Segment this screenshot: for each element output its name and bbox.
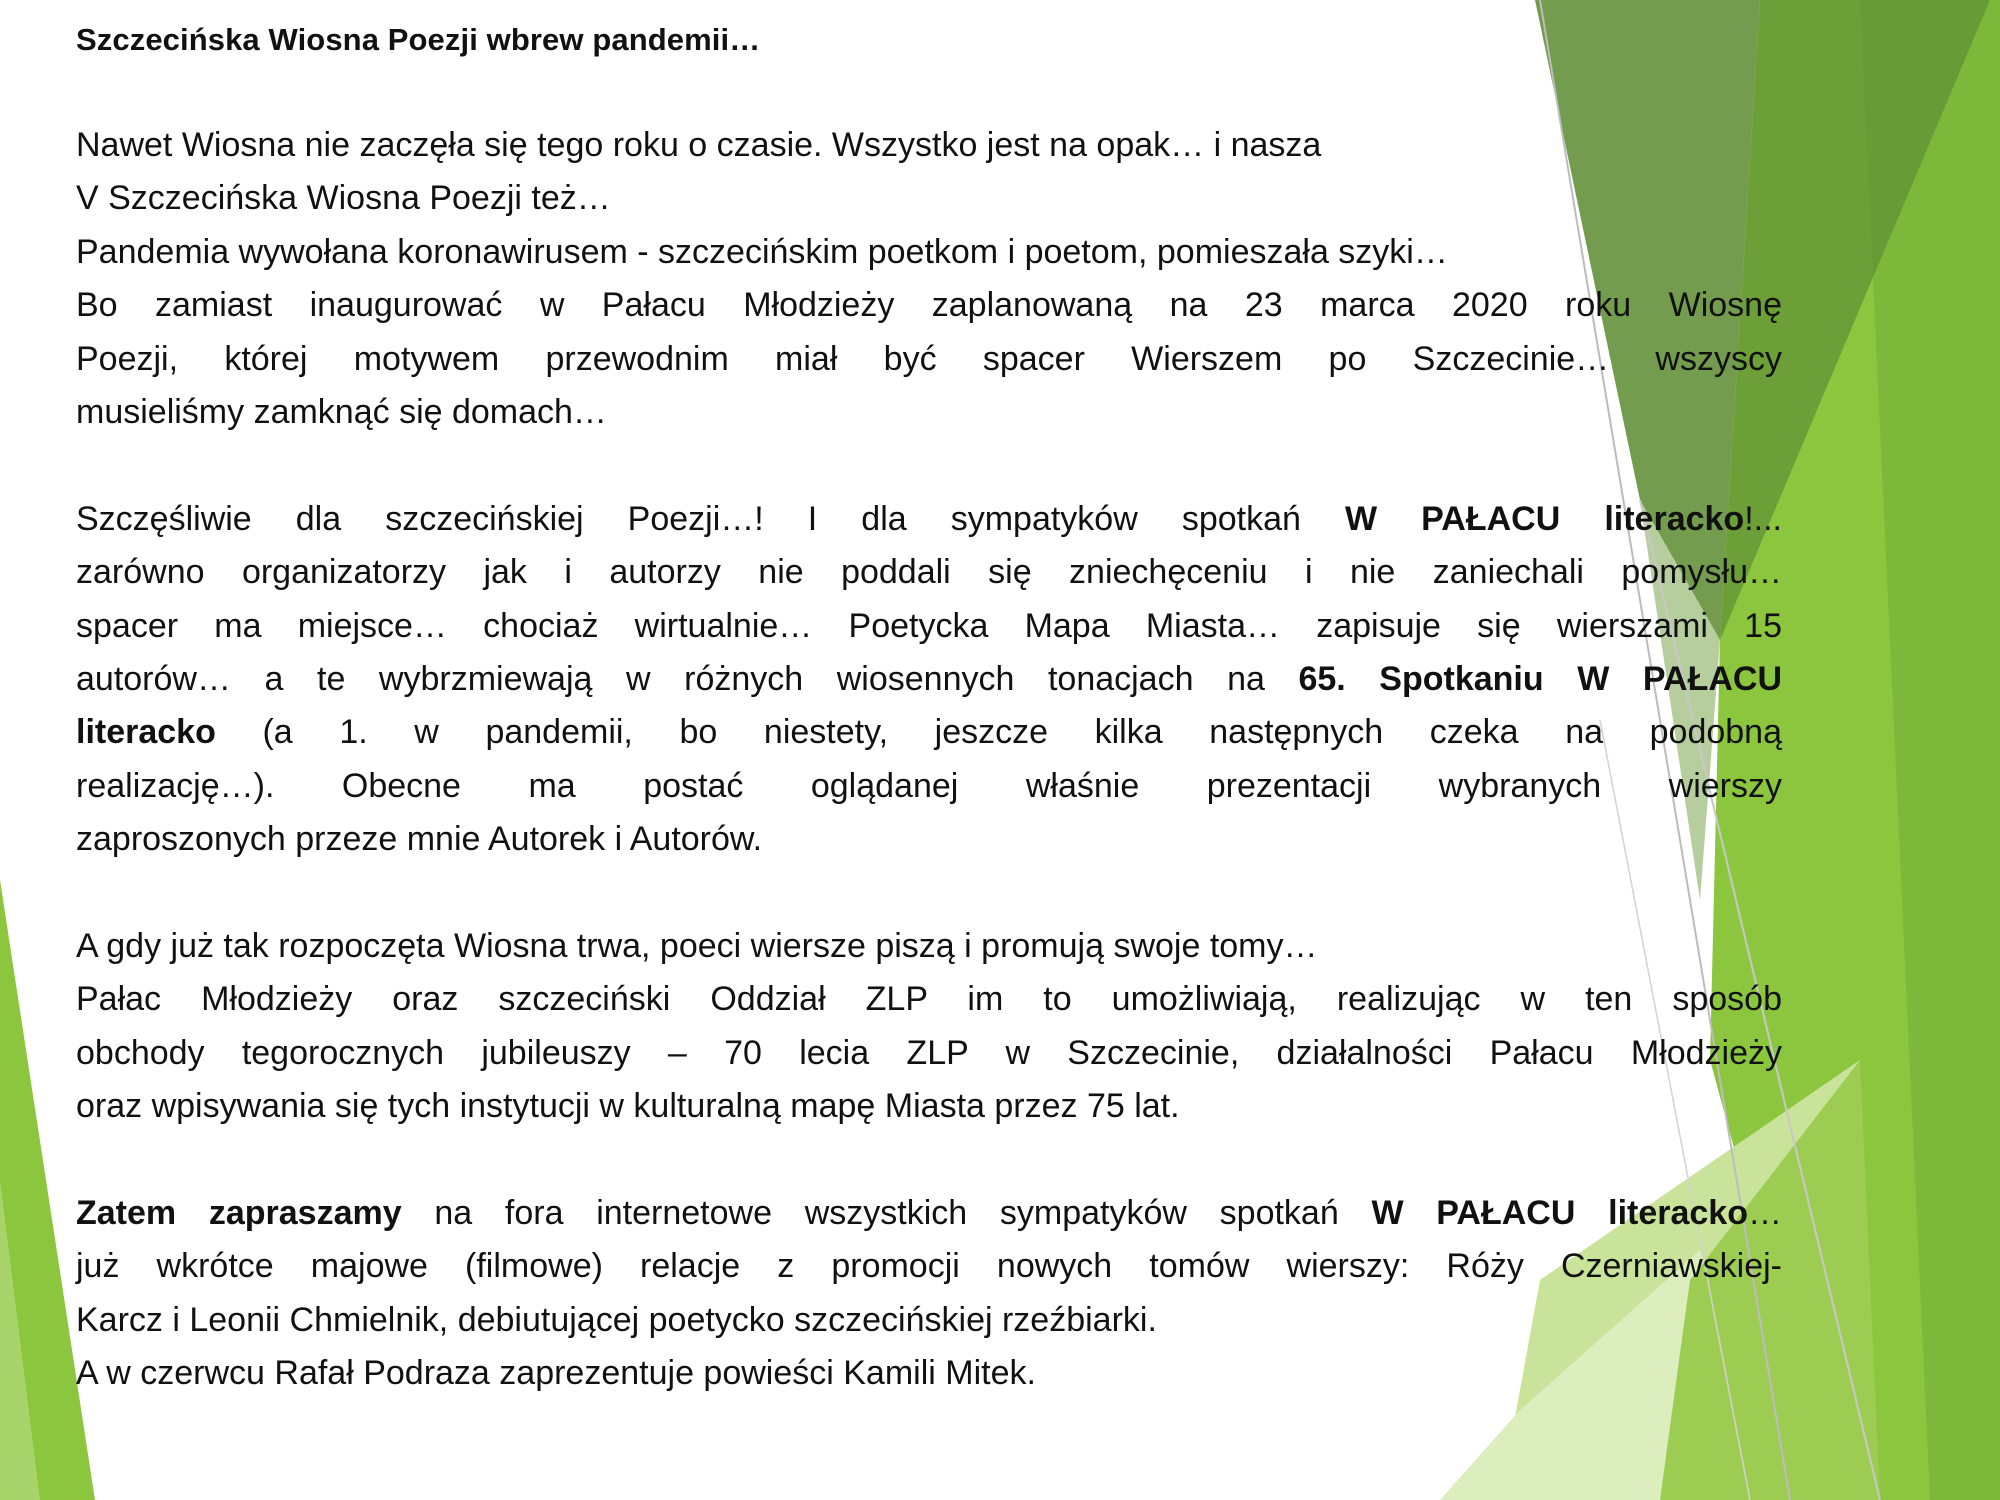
text-line [76,1187,1782,1240]
paragraph-4 [76,1187,1782,1401]
text-line: oraz wpisywania się tych instytucji w kulturalną mapę Miasta przez 75 lat. [76,1087,1180,1126]
text-line: realizację…). Obecne ma postać oglądanej właśnie prezentacji wybranych wierszy [76,766,1782,805]
text-line: Nawet Wiosna nie zaczęła się tego roku o czasie. Wszystko jest na opak… i nasza [76,126,1322,164]
text-line: Pandemia wywołana koronawirusem - szczecińskim poetkom i poetom, pomieszała szyki… [76,232,1448,271]
text-line [76,706,1782,759]
paragraph-3 [76,920,1782,1134]
bold-text: Zatem zapraszamy [76,1194,402,1233]
text-segment: Szczęśliwie dla szczecińskiej Poezji…! I dla sympatyków spotkań [76,499,1345,538]
text-line: A gdy już tak rozpoczęta Wiosna trwa, poeci wiersze piszą i promują swoje tomy… [76,927,1318,966]
text-segment: !... [1744,499,1782,538]
text-line: zarówno organizatorzy jak i autorzy nie poddali się zniechęceniu i nie zaniechali pomysłu… [76,553,1782,592]
text-segment: na fora internetowe wszystkich sympatyków spotkań [401,1194,1372,1233]
text-line: już wkrótce majowe (filmowe) relacje z promocji nowych tomów wierszy: Róży Czerniawskiej- [76,1247,1782,1286]
body-text [76,119,1782,1401]
document-page [76,14,1782,1454]
text-line: spacer ma miejsce… chociaż wirtualnie… Poetycka Mapa Miasta… zapisuje się wierszami 15 [76,606,1782,645]
text-line: Bo zamiast inaugurować w Pałacu Młodzieży zaplanowaną na 23 marca 2020 roku Wiosnę [76,286,1782,325]
bold-text: W PAŁACU literacko [1371,1194,1748,1233]
text-segment: … [1748,1194,1782,1233]
paragraph-1 [76,119,1782,439]
text-line [76,653,1782,706]
text-line: Pałac Młodzieży oraz szczeciński Oddział ZLP im to umożliwiają, realizując w ten sposób [76,980,1782,1019]
text-segment: (a 1. w pandemii, bo niestety, jeszcze kilka następnych czeka na podobną [215,713,1782,752]
text-line [76,493,1782,546]
page-title: Szczecińska Wiosna Poezji wbrew pandemii… [76,22,761,57]
text-line: A w czerwcu Rafał Podraza zaprezentuje powieści Kamili Mitek. [76,1354,1036,1393]
paragraph-2 [76,493,1782,867]
text-line: zaproszonych przeze mnie Autorek i Autorów. [76,820,763,859]
bold-text: literacko [76,713,216,752]
text-segment: autorów… a te wybrzmiewają w różnych wiosennych tonacjach na [76,660,1299,699]
text-line: Karcz i Leonii Chmielnik, debiutującej poetycko szczecińskiej rzeźbiarki. [76,1300,1157,1339]
bold-text: W PAŁACU literacko [1344,499,1745,538]
bold-text: 65. Spotkaniu W PAŁACU [1298,660,1783,699]
text-line: Poezji, której motywem przewodnim miał być spacer Wierszem po Szczecinie… wszyscy [76,339,1782,378]
text-line: obchody tegorocznych jubileuszy – 70 lecia ZLP w Szczecinie, działalności Pałacu Młodzieży [76,1033,1782,1072]
text-line: V Szczecińska Wiosna Poezji też… [76,179,611,218]
text-line: musieliśmy zamknąć się domach… [76,393,607,432]
